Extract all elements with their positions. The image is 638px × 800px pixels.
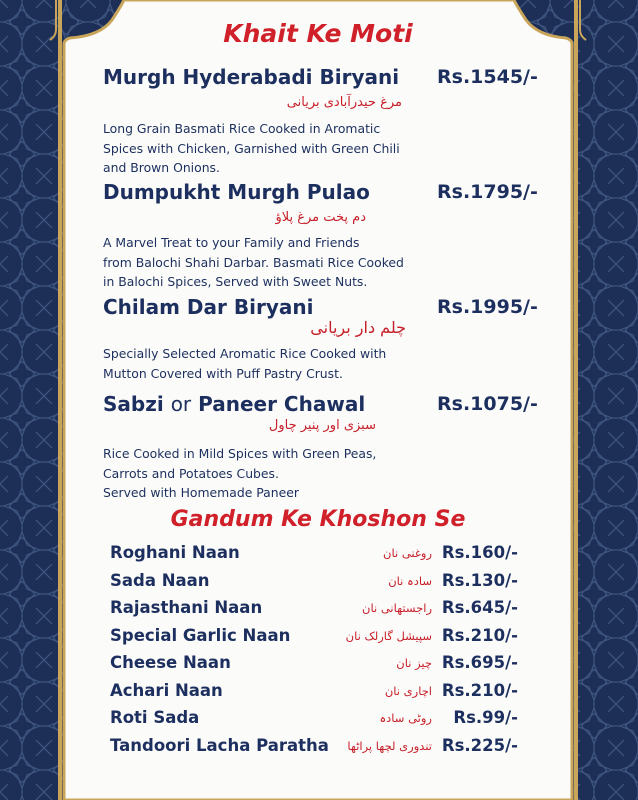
menu-item-urdu: دم پخت مرغ پلاؤ [275,210,366,225]
naan-price: Rs.695/- [441,653,518,672]
menu-item-name: Dumpukht Murgh Pulao [103,180,370,204]
naan-urdu: چیز نان [396,656,432,670]
naan-row [110,708,530,734]
naan-urdu: راجستھانی نان [362,601,432,615]
naan-urdu: اچاری نان [384,684,432,698]
naan-name: Rajasthani Naan [110,598,263,617]
naan-name: Special Garlic Naan [110,626,291,645]
naan-urdu: سپیشل گارلک نان [345,629,432,643]
naan-price: Rs.160/- [441,543,518,562]
naan-name: Tandoori Lacha Paratha [110,736,329,755]
naan-row [110,736,530,762]
naan-name: Roghani Naan [110,543,240,562]
menu-item-name: Sabzi or Paneer Chawal [103,392,366,416]
naan-name: Cheese Naan [110,653,231,672]
naan-row [110,626,530,652]
naan-urdu: روٹی سادہ [379,711,432,725]
naan-price: Rs.225/- [441,736,518,755]
naan-price: Rs.645/- [441,598,518,617]
naan-name: Achari Naan [110,681,223,700]
naan-name: Sada Naan [110,571,210,590]
naan-urdu: سادہ نان [388,574,432,588]
naan-row [110,598,530,624]
menu-item-description: A Marvel Treat to your Family and Friends from Balochi Shahi Darbar. Basmati Rice Cooked in Balochi Spices, Served with Sweet Nuts. [103,235,404,289]
naan-row [110,543,530,569]
menu-item-description: Specially Selected Aromatic Rice Cooked with Mutton Covered with Puff Pastry Crust. [103,346,387,381]
menu-item-description: Rice Cooked in Mild Spices with Green Peas, Carrots and Potatoes Cubes. Served with Homemade Paneer [103,446,377,500]
section-title-khait-ke-moti: Khait Ke Moti [223,19,413,48]
naan-row [110,653,530,679]
naan-urdu: تندوری لچھا پراٹھا [347,739,432,753]
menu-item-name: Murgh Hyderabadi Biryani [103,65,400,89]
naan-price: Rs.99/- [453,708,518,727]
menu-item-price: Rs.1545/- [437,66,538,88]
menu-item-price: Rs.1795/- [437,181,538,203]
menu-item-name: Chilam Dar Biryani [103,295,314,319]
section-title-gandum-ke-khoshon-se: Gandum Ke Khoshon Se [170,507,466,532]
naan-price: Rs.210/- [441,681,518,700]
naan-price: Rs.130/- [441,571,518,590]
naan-row [110,571,530,597]
menu-item-urdu: مرغ حیدرآبادی بریانی [286,95,402,110]
naan-price: Rs.210/- [441,626,518,645]
menu-item-description: Long Grain Basmati Rice Cooked in Aromatic Spices with Chicken, Garnished with Green Chili and Brown Onions. [103,121,400,175]
menu-item-price: Rs.1995/- [437,296,538,318]
naan-urdu: روغنی نان [383,546,432,560]
menu-item-price: Rs.1075/- [437,393,538,415]
naan-name: Roti Sada [110,708,200,727]
menu-item-urdu: سبزی اور پنیر چاول [268,418,376,433]
menu-item-urdu: چلم دار بریانی [310,318,406,337]
naan-row [110,681,530,707]
